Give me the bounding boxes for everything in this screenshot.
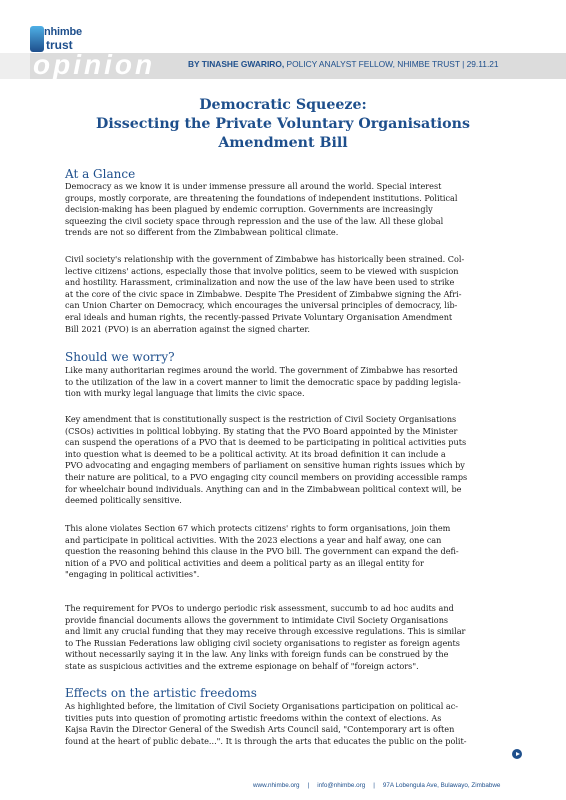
text-line: "engaging in political activities". — [65, 569, 200, 580]
byline-role-date: POLICY ANALYST FELLOW, NHIMBE TRUST | 29.11.21 — [286, 59, 499, 69]
paragraph — [65, 414, 515, 507]
text-line: for wheelchair bound individuals. Anything can and in the Zimbabwean political context will, be — [65, 483, 462, 494]
title-line-3: Amendment Bill — [218, 135, 348, 151]
paragraph — [65, 523, 515, 581]
section-label: opinion — [33, 49, 156, 80]
opinion-band-accent — [0, 53, 30, 79]
text-line: groups, mostly corporate, are threatening the foundations of independent institutions. Political — [65, 192, 458, 203]
text-line: at the core of the civic space in Zimbabwe. Despite The President of Zimbabwe signing the Afri- — [65, 288, 462, 299]
text-line: Key amendment that is constitutionally suspect is the restriction of Civil Society Organisations — [65, 414, 457, 424]
text-line: decision-making has been plagued by endemic corruption. Governments are increasingly — [65, 204, 433, 215]
text-line: The requirement for PVOs to undergo periodic risk assessment, succumb to ad hoc audits and — [65, 603, 454, 613]
text-line: and participate in political activities. With the 2023 elections a year and half away, one can — [65, 534, 442, 545]
text-line: As highlighted before, the limitation of Civil Society Organisations participation on political ac- — [65, 701, 459, 711]
footer-website[interactable]: www.nhimbe.org — [253, 782, 300, 789]
paragraph — [65, 181, 515, 239]
section-heading-should-we-worry: Should we worry? — [65, 350, 175, 364]
text-line: without necessarily saying it in the law. Any links with foreign funds can be construed by the — [65, 649, 449, 660]
text-line: This alone violates Section 67 which protects citizens' rights to form organisations, join them — [65, 523, 451, 533]
text-line: their nature are political, to a PVO engaging city council members on providing accessible ramps — [65, 471, 468, 482]
paragraph — [65, 254, 515, 335]
text-line: deemed politically sensitive. — [65, 495, 182, 506]
title-line-1: Democratic Squeeze: — [199, 97, 367, 113]
footer-separator: | — [307, 782, 310, 789]
text-line: tivities puts into question of promoting artistic freedoms within the context of elections. As — [65, 712, 442, 723]
footer-email[interactable]: info@nhimbe.org — [317, 782, 366, 789]
logo-word-nhimbe: nhimbe — [44, 26, 82, 38]
section-heading-artistic-freedoms: Effects on the artistic freedoms — [65, 686, 257, 700]
paragraph — [65, 365, 515, 400]
page-footer — [0, 772, 566, 800]
byline — [188, 59, 499, 69]
footer-separator: | — [373, 782, 375, 789]
text-line: eral ideals and human rights, the recently-passed Private Voluntary Organisation Amendment — [65, 311, 453, 322]
text-line: Bill 2021 (PVO) is an aberration against the signed charter. — [65, 323, 311, 334]
text-line: can Union Charter on Democracy, which encourages the universal principles of democracy, lib- — [65, 300, 458, 311]
text-line: into question what is deemed to be a political activity. At its broad definition it can include a — [65, 448, 446, 459]
page-header — [0, 0, 566, 82]
byline-author: BY TINASHE GWARIRO, — [188, 59, 285, 69]
text-line: can suspend the operations of a PVO that is deemed to be participating in political activities puts — [65, 437, 467, 448]
text-line: trends are not so different from the Zimbabwean political climate. — [65, 227, 339, 238]
paragraph — [65, 603, 515, 673]
text-line: and limit any crucial funding that they may receive through excessive regulations. This is similar — [65, 626, 466, 637]
paragraph — [65, 701, 515, 747]
arrow-right-circle-icon — [512, 749, 522, 759]
text-line: to The Russian Federations law obliging civil society organisations to register as foreign agents — [65, 637, 460, 648]
text-line: Civil society's relationship with the government of Zimbabwe has historically been strained. Col- — [65, 254, 465, 264]
text-line: tion with murky legal language that limits the civic space. — [65, 388, 305, 399]
text-line: PVO advocating and engaging members of parliament on sensitive human rights issues which by — [65, 460, 465, 471]
title-line-2: Dissecting the Private Voluntary Organisations — [96, 116, 470, 132]
text-line: Democracy as we know it is under immense pressure all around the world. Special interest — [65, 181, 442, 191]
document-title — [40, 96, 526, 153]
text-line: and hostility. Harassment, criminalization and now the use of the law have been used to strike — [65, 277, 455, 288]
footer-address: 97A Lobengula Ave, Bulawayo, Zimbabwe — [382, 782, 501, 789]
text-line: to the utilization of the law in a covert manner to limit the democratic space by padding legisla- — [65, 376, 461, 387]
text-line: Kajsa Ravin the Director General of the Swedish Arts Council said, "Contemporary art is often — [65, 724, 455, 735]
footer-contact — [253, 782, 500, 789]
text-line: state as suspicious activities and the extreme espionage on behalf of "foreign actors". — [65, 660, 419, 671]
text-line: Like many authoritarian regimes around the world. The government of Zimbabwe has resorted — [65, 365, 458, 375]
text-line: found at the heart of public debate...". It is through the arts that educates the public on the polit- — [65, 735, 467, 746]
text-line: (CSOs) activities in political lobbying. By stating that the PVO Board appointed by the Minister — [65, 425, 458, 436]
section-heading-at-a-glance: At a Glance — [65, 167, 136, 181]
text-line: squeezing the civil society space through repression and the use of the law. All these global — [65, 215, 444, 226]
text-line: question the reasoning behind this clause in the PVO bill. The government can expand the defi- — [65, 546, 459, 557]
text-line: provide financial documents allows the government to intimidate Civil Society Organisations — [65, 614, 449, 625]
text-line: nition of a PVO and political activities and deem a political party as an illegal entity for — [65, 557, 424, 568]
logo-word-trust: trust — [46, 38, 73, 52]
text-line: lective citizens' actions, especially those that involve politics, seem to be viewed with suspicion — [65, 265, 459, 276]
